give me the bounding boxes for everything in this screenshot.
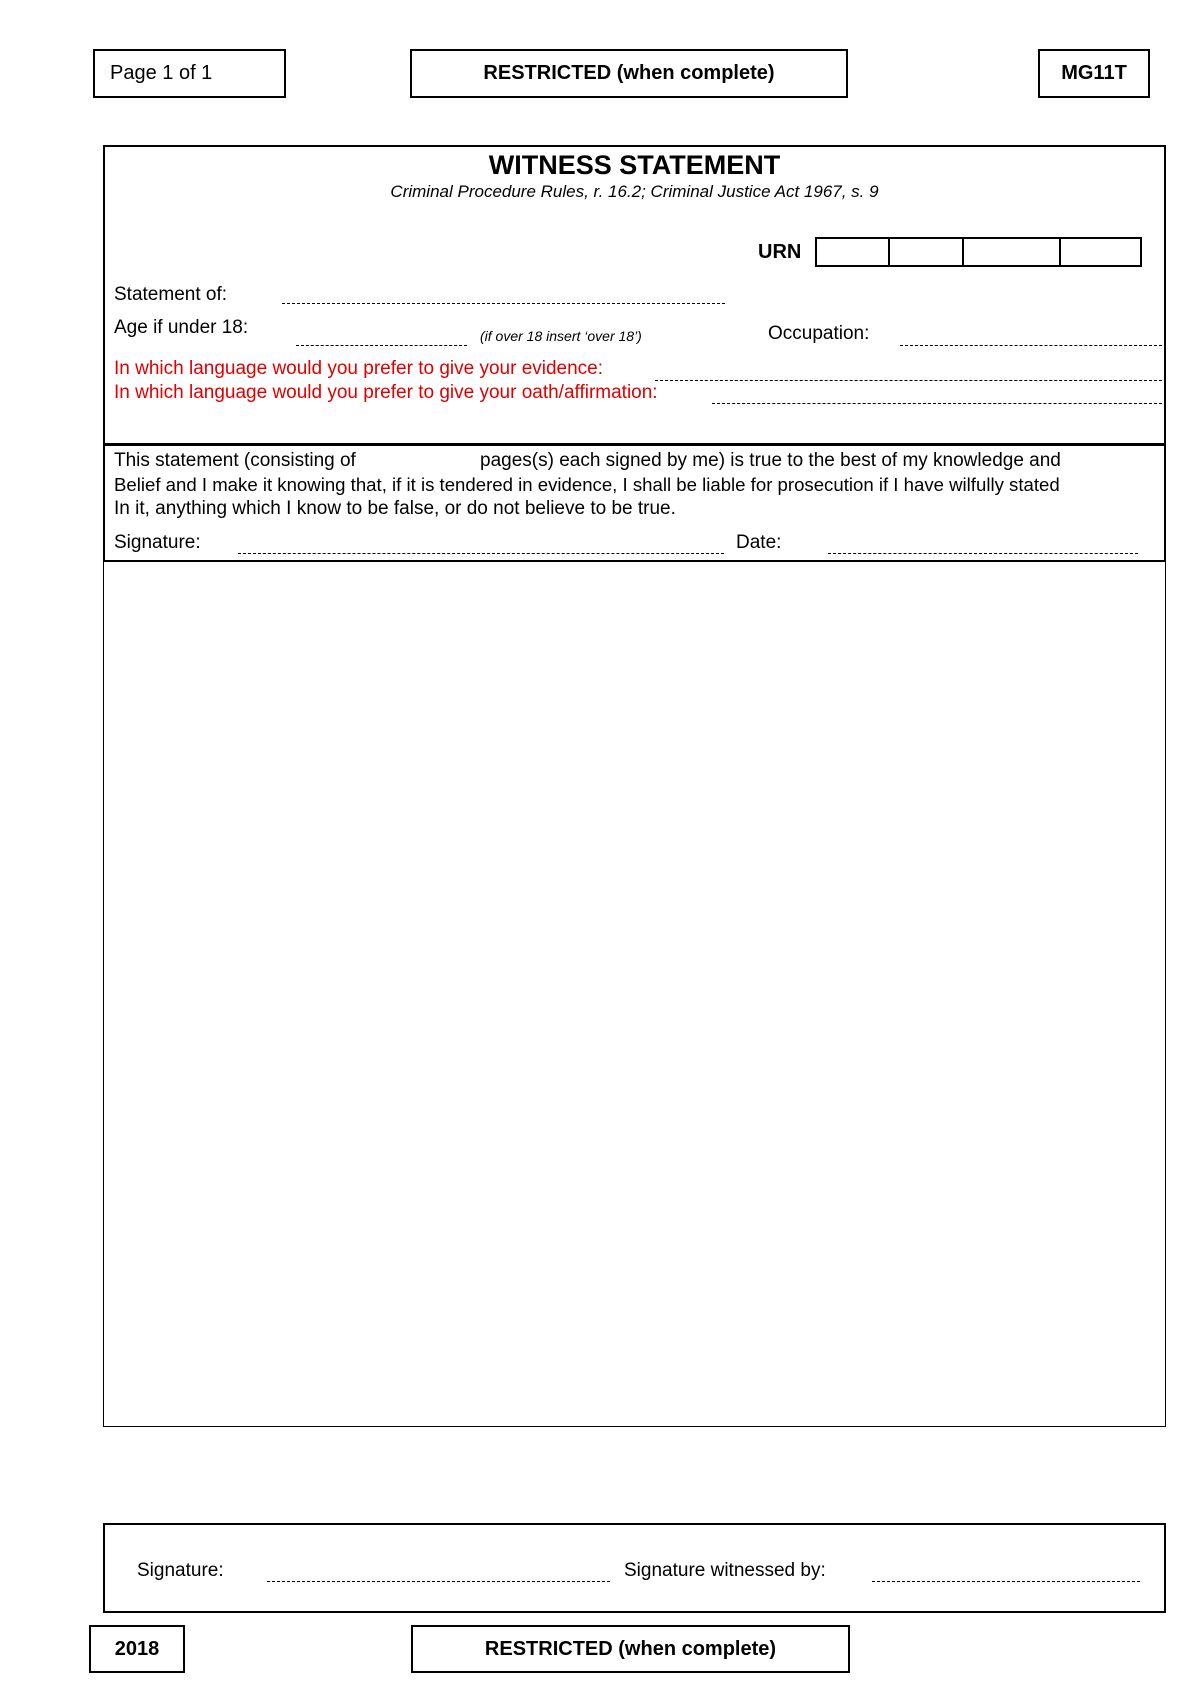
declaration-line1-end: pages(s) each signed by me) is true to the best of my knowledge and — [480, 450, 1061, 471]
occupation-label: Occupation: — [768, 323, 870, 344]
declaration-line1-start: This statement (consisting of — [114, 450, 356, 471]
year-box — [89, 1625, 185, 1673]
urn-field-1[interactable] — [815, 237, 890, 267]
urn-field-4[interactable] — [1059, 237, 1142, 267]
declaration-line2: Belief and I make it knowing that, if it is tendered in evidence, I shall be liable for prosecution if I have wilfully stated — [114, 474, 1060, 495]
urn-field-2[interactable] — [888, 237, 964, 267]
page-number-box — [93, 49, 286, 98]
age-label: Age if under 18: — [114, 317, 249, 338]
statement-of-field[interactable] — [282, 303, 725, 304]
footer-signature-field[interactable] — [267, 1581, 610, 1582]
classification-box-top — [410, 49, 848, 98]
age-hint: (if over 18 insert ‘over 18’) — [480, 328, 642, 344]
classification-box-bottom — [411, 1625, 850, 1673]
occupation-field[interactable] — [900, 345, 1162, 346]
year-label: 2018 — [114, 1637, 160, 1660]
urn-field-3[interactable] — [962, 237, 1061, 267]
statement-body-area[interactable] — [103, 561, 1166, 1427]
age-field[interactable] — [296, 345, 467, 346]
page-number-label: Page 1 of 1 — [110, 62, 213, 84]
form-code: MG11T — [1061, 62, 1127, 84]
form-code-box — [1038, 49, 1150, 98]
footer-signature-label: Signature: — [137, 1560, 224, 1581]
footer-witnessed-label: Signature witnessed by: — [624, 1560, 826, 1581]
urn-label: URN — [758, 241, 802, 263]
footer-witnessed-field[interactable] — [872, 1581, 1140, 1582]
date-label: Date: — [736, 532, 782, 553]
declaration-line3: In it, anything which I know to be false, or do not believe to be true. — [114, 498, 676, 519]
signature-label: Signature: — [114, 532, 201, 553]
language-oath-field[interactable] — [712, 403, 1162, 404]
language-evidence-field[interactable] — [655, 380, 1162, 381]
classification-label: RESTRICTED (when complete) — [483, 62, 775, 84]
form-title: WITNESS STATEMENT — [488, 150, 781, 180]
form-subtitle: Criminal Procedure Rules, r. 16.2; Criminal Justice Act 1967, s. 9 — [390, 182, 879, 201]
language-oath-label: In which language would you prefer to give your oath/affirmation: — [114, 382, 658, 403]
statement-of-label: Statement of: — [114, 284, 228, 305]
classification-label-bottom: RESTRICTED (when complete) — [484, 1637, 777, 1660]
signature-field[interactable] — [238, 553, 724, 554]
language-evidence-label: In which language would you prefer to give your evidence: — [114, 358, 604, 379]
date-field[interactable] — [828, 553, 1138, 554]
